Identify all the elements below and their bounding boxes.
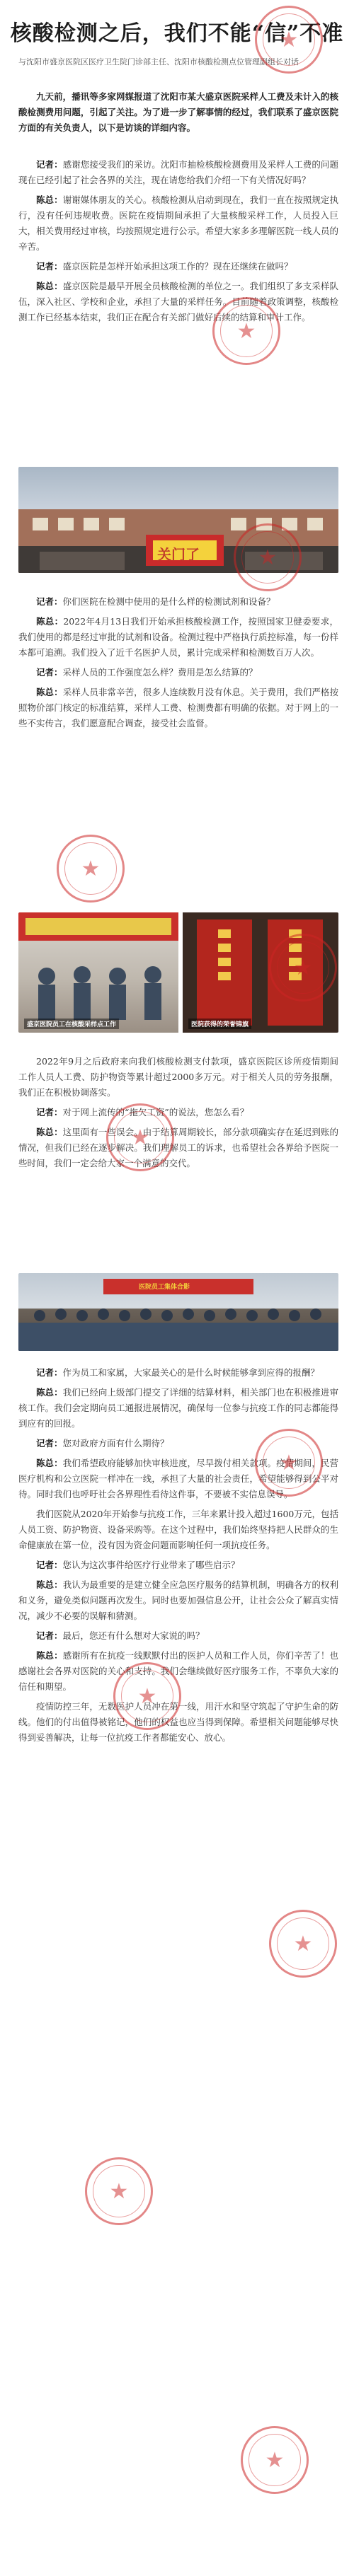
red-seal-stamp (269, 1910, 337, 1978)
qa-item: 陈总：我认为最重要的是建立健全应急医疗服务的结算机制，明确各方的权利和义务，避免类似问题再次发生。同时也要加强信息公开，让社会公众了解真实情况，减少不必要的误解和猜测。 (18, 1579, 338, 1621)
qa-item: 记者：您对政府方面有什么期待？ (36, 1438, 169, 1449)
article-title: 核酸检测之后，我们不能“信”不准 (10, 21, 344, 46)
qa-item: 记者：对于网上流传的“拖欠工资”的说法，您怎么看？ (36, 1107, 249, 1118)
photo-caption: 盛京医院员工在核酸采样点工作 (24, 1019, 119, 1029)
hospital-building-photo (18, 467, 338, 573)
photo-caption: 关门了 (157, 546, 200, 563)
closing-paragraph: 疫情防控三年，无数医护人员冲在第一线，用汗水和坚守筑起了守护生命的防线。他们的付出值得被铭记，他们的权益也应当得到保障。希望相关问题能够尽快得到妥善解决，让每一位抗疫工作者都能安心、放心。 (18, 1701, 338, 1743)
red-seal-stamp (241, 2426, 309, 2494)
article-subtitle: 与沈阳市盛京医院区医疗卫生院门诊部主任、沈阳市核酸检测点位管理副组长对话 (18, 57, 299, 66)
qa-item: 记者：盛京医院是怎样开始承担这项工作的？现在还继续在做吗？ (36, 261, 293, 272)
qa-item: 陈总：2022年4月13日我们开始承担核酸检测工作，按照国家卫健委要求，我们使用的都是经过审批的试剂和设备。检测过程中严格执行质控标准，每一份样本都可追溯。我们投入了近千名医护人员，累计完成采样和检测数百万人次。 (18, 616, 338, 658)
qa-item: 记者：采样人员的工作强度怎么样？费用是怎么结算的？ (36, 667, 258, 678)
qa-section-4 (18, 1365, 338, 1750)
red-seal-stamp (85, 2157, 153, 2225)
qa-section-3 (18, 1054, 338, 1176)
qa-item: 记者：您认为这次事件给医疗行业带来了哪些启示？ (36, 1560, 240, 1570)
qa-item: 陈总：这里面有一些误会。由于结算周期较长，部分款项确实存在延迟到账的情况，但我们已经在逐步解决。我们理解员工的诉求，也希望社会各界给予医院一些时间，我们一定会给大家一个满意的交代。 (18, 1127, 338, 1168)
photo-caption: 医院员工集体合影 (139, 1284, 190, 1291)
qa-item: 陈总：盛京医院是最早开展全员核酸检测的单位之一。我们组织了多支采样队伍，深入社区、学校和企业，承担了大量的采样任务。目前随着政策调整，核酸检测工作已经基本结束，我们正在配合有关部门做好后续的结算和审计工作。 (18, 281, 338, 323)
qa-item: 2022年9月之后政府来向我们核酸检测支付款项，盛京医院区诊所疫情期间工作人员人工费、防护物资等累计超过2000多万元。对于相关人员的劳务报酬，我们正在积极协调落实。 (18, 1056, 338, 1098)
red-seal-stamp (57, 835, 125, 903)
qa-item: 记者：感谢您接受我们的采访。沈阳市抽检核酸检测费用及采样人工费的问题现在已经引起了社会各界的关注，现在请您给我们介绍一下有关情况好吗？ (18, 159, 338, 185)
staff-photo (18, 912, 178, 1033)
qa-item: 记者：你们医院在检测中使用的是什么样的检测试剂和设备？ (36, 596, 275, 607)
intro-text: 九天前，播讯等多家网媒报道了沈阳市某大盛京医院采样人工费及未计入的核酸检测费用问题，引起了关注。为了进一步了解事情的经过，我们联系了盛京医院方面的有关负责人，以下是访谈的详细内容。 (18, 91, 338, 133)
qa-item: 记者：作为员工和家属，大家最关心的是什么时候能够拿到应得的报酬？ (36, 1367, 320, 1378)
qa-section-2 (18, 594, 338, 736)
qa-item: 陈总：感谢所有在抗疫一线默默付出的医护人员和工作人员，你们辛苦了！也感谢社会各界对医院的关心和支持。我们会继续做好医疗服务工作，不辜负大家的信任和期望。 (18, 1650, 338, 1692)
qa-item: 记者：最后，您还有什么想对大家说的吗？ (36, 1630, 205, 1641)
qa-item: 陈总：采样人员非常辛苦，很多人连续数月没有休息。关于费用，我们严格按照物价部门核定的标准结算，采样人工费、检测费都有明确的依据。对于网上的一些不实传言，我们愿意配合调查，接受社会监督。 (18, 687, 338, 729)
staff-illustration (18, 912, 178, 1033)
group-photo (18, 1273, 338, 1351)
banner-photo (183, 912, 338, 1033)
intro-paragraph (18, 89, 338, 140)
qa-item: 陈总：我们希望政府能够加快审核进度，尽早拨付相关款项。疫情期间，民营医疗机构和公立医院一样冲在一线，承担了大量的社会责任，希望能够得到公平对待。同时我们也呼吁社会各界理性看待这件事，不要被不实信息误导。 (18, 1458, 338, 1499)
honor-banner-illustration (183, 912, 338, 1033)
qa-item: 陈总：我们已经向上级部门提交了详细的结算材料，相关部门也在积极推进审核工作。我们会定期向员工通报进展情况，确保每一位参与抗疫工作的同志都能得到应有的回报。 (18, 1387, 338, 1429)
qa-section-1 (18, 157, 338, 330)
qa-item: 我们医院从2020年开始参与抗疫工作，三年来累计投入超过1600万元，包括人员工资、防护物资、设备采购等。在这个过程中，我们始终坚持把人民群众的生命健康放在第一位，没有因为资金问题而影响任何一项抗疫任务。 (18, 1509, 338, 1550)
staff-and-banner-photos (18, 912, 338, 1033)
photo-caption: 医院获得的荣誉锦旗 (188, 1019, 251, 1029)
qa-item: 陈总：谢谢媒体朋友的关心。核酸检测从启动到现在，我们一直在按照规定执行，没有任何违规收费。医院在疫情期间承担了大量核酸采样工作，人员投入巨大，相关费用经过审核，均按照规定进行公示。希望大家多多理解医院一线人员的辛苦。 (18, 195, 338, 252)
